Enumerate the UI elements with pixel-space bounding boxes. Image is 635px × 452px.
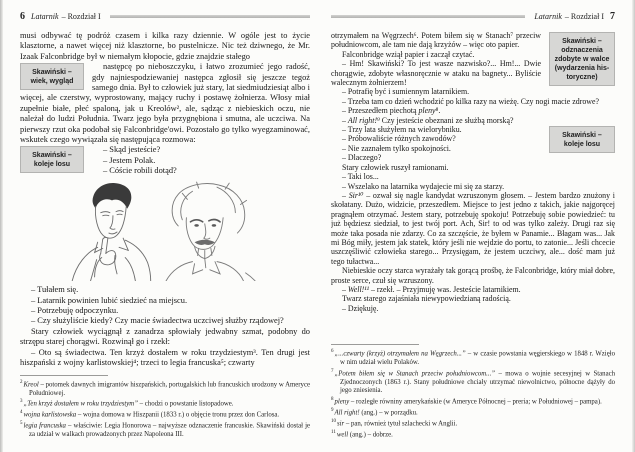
footnote-marker: 9 (331, 408, 334, 414)
dialogue-line: – Potrafię być i sumiennym latarnikiem. (342, 87, 470, 97)
footnote-marker: 5 (20, 421, 23, 427)
dialogue-segment: – rzekł. – Przyjmuję was. Jesteście latarnikiem. (369, 284, 521, 294)
footnote-term: „Ten krzyż dostałem w roku trzydziestym” (23, 400, 138, 408)
footnote-text: – mowa o wojnie secesyjnej w Stanach Zjednoczonych (1863 r.). Stany południowe chciały utrzymać niewolnictwo, północne dążyły do jego zniesienia. (340, 370, 615, 395)
margin-note-line: odznaczenia (561, 47, 603, 54)
footnote (331, 418, 615, 429)
dialogue-line: – Trzy lata służyłem na wielorybniku. (342, 125, 462, 135)
dialogue-line: – Taki los... (342, 172, 379, 182)
page-right (331, 10, 615, 446)
footnote-term: sir (337, 420, 345, 428)
margin-note-line: koleje losu (563, 141, 601, 149)
dialogue-line: – Wszelako na latarnika wydajecie mi się za starzy. (342, 181, 505, 191)
footnote (331, 348, 615, 368)
footnote-text: (ang.) – dobrze. (348, 431, 393, 439)
paragraph: Stary człowiek wyciągnął z zanadrza spłowiały jedwabny szmat, podobny do strzępu starej chorągwi. Rozwinął go i rzekł: (20, 326, 310, 347)
page-header-left (20, 10, 310, 23)
footnote-marker: 7 (331, 368, 334, 374)
dialogue-line: – Skąd jesteście? (103, 145, 161, 155)
dialogue-line: – Potrzebuję odpoczynku. (31, 305, 119, 315)
footnote (331, 429, 615, 440)
dialogue-line: – Próbowaliście różnych zawodów? (342, 134, 456, 144)
footnote-text: – rozległe równiny amerykańskie (w Ameryce Północnej – preria; w Południowej – pampa). (349, 398, 602, 406)
footnote-text: – potomek dawnych imigrantów hiszpańskich, portugalskich lub francuskich urodzony w Ameryce Południowej. (29, 380, 310, 397)
footnote-text: – w czasie powstania węgierskiego w 1848 r. Wzięło w nim udział wielu Polaków. (340, 350, 615, 367)
footnote (20, 379, 310, 399)
footnote-rule (20, 375, 108, 376)
paragraph: otrzymałem na Węgrzech⁶. Potem biłem się w Stanach⁷ przeciw południowcom, ale tam nie dają krzyżów – więc oto papier. (331, 31, 541, 50)
dialogue-segment: – (342, 190, 349, 200)
footnote-text: – pan, również tytuł szlachecki w Anglii. (344, 420, 458, 428)
margin-note-line: koleje losu (33, 161, 71, 169)
footnote-marker: 4 (20, 410, 23, 416)
dialogue-line: – Jestem Polak. (103, 155, 156, 165)
footnote (331, 407, 615, 418)
header-rule (331, 15, 525, 18)
dialogue-line: – Cóście robili dotąd? (103, 166, 177, 176)
running-title: Latarnik (31, 12, 59, 21)
dialogue-segment: . (438, 106, 441, 116)
footnote (20, 409, 310, 420)
footnote-marker: 6 (331, 349, 334, 355)
footnote-rule (331, 344, 419, 345)
body-text-right (331, 31, 615, 313)
running-chapter: – Rozdział I (564, 12, 604, 21)
header-rule (110, 15, 310, 18)
footnote-term: All right! (334, 409, 360, 417)
sketch-illustration-two-men (64, 179, 268, 281)
paragraph: Niebieskie oczy starca wyrażały tak gorącą prośbę, że Falconbridge, który miał dobre, proste serce, czuł się wzruszony. (331, 266, 615, 285)
margin-note-line: (wydarzenia his- (554, 65, 610, 72)
footnote (331, 368, 615, 396)
page-left (20, 10, 310, 446)
body-text-left (20, 31, 310, 368)
footnote-term: legia francuska (23, 422, 66, 430)
dialogue-line: – Czy służyliście kiedy? Czy macie świadectwa uczciwej służby rządowej? (31, 316, 284, 326)
dialogue-line (331, 285, 615, 294)
footnote-term: Kreol (23, 380, 39, 388)
footnote (20, 420, 310, 440)
dialogue-foreign-word: All right!⁹ (347, 115, 380, 125)
scan-edge-left (0, 0, 3, 452)
page-number: 7 (610, 11, 615, 22)
margin-note-skawinski-koleje-losu (20, 146, 84, 173)
footnote-marker: 11 (331, 430, 336, 436)
footnote-term: „Potem biłem się w Stanach przeciw południowcom...” (334, 370, 496, 378)
dialogue-line: – Hm! Skawiński? To jest wasze nazwisko?... Hm!... Dwie chorągwie, zdobyte własnoręcznie w ataku na bagnety... Byliście walecznym żołnierzem! (331, 59, 541, 88)
margin-note-line: wiek, wygląd (30, 78, 74, 86)
margin-note-line: toryczne) (566, 74, 598, 81)
footnote (20, 398, 310, 409)
footnote-term: well (336, 431, 349, 439)
dialogue-foreign-word: Well!¹¹ (347, 284, 370, 294)
dialogue-line (331, 116, 615, 125)
dialogue-line (331, 191, 615, 266)
paragraph: musi odbywać tę podróż czasem i kilka razy dziennie. W ogóle jest to życie klasztorne, a nawet więcej niż klasztorne, bo pustelnicze. Nic też dziwnego, że Mr. Izaak Falconbridge był w niemałym kłopocie, gdzie znajdzie stałego (20, 31, 310, 61)
dialogue-segment: – (342, 284, 348, 294)
margin-note-skawinski-odznaczenia (549, 32, 615, 86)
footnote-marker: 8 (331, 397, 334, 403)
footnote-marker: 2 (20, 379, 23, 385)
dialogue-segment: Czy jesteście obeznani ze służbą morską? (379, 115, 514, 125)
paragraph: – Oto są świadectwa. Ten krzyż dostałem w roku trzydziestym³. Ten drugi jest hiszpański z wojny karlistowskiej⁴; trzeci to legia francuska⁵; czwarty (20, 347, 310, 367)
margin-note-line: Skawiński – (562, 132, 602, 140)
dialogue-line: – Tułałem się. (31, 285, 79, 295)
margin-note-line: Skawiński – (32, 69, 72, 77)
footnote-term: „...czwarty (krzyż) otrzymałem na Węgrzech...” (334, 350, 466, 358)
footnote-text: – chodzi o powstanie listopadowe. (137, 400, 234, 408)
margin-note-line: Skawiński – (32, 152, 72, 160)
dialogue-foreign-word: Sir¹⁰ (348, 190, 364, 200)
dialogue-segment: – Przeszedłem piechotą (342, 106, 419, 116)
paragraph: Twarz starego zajaśniała niewypowiedzianą radością. (342, 294, 511, 304)
dialogue-line: – Latarnik powinien lubić siedzieć na miejscu. (31, 295, 188, 305)
dialogue-segment: – ozwał się nagle kandydat wzruszonym głosem. – Jestem bardzo znużony i skołatany. Dużo, widzicie, przeszedłem. Miejsce to jest jedno z takich, jakie najgoręcej pragnąłem otrzymać. Jestem stary, potrzebuję spokoju! Potrzebuję sobie powiedzieć: tu już będziesz siedział, to jest twój port. Ach, Sir! to od was tylko zależy. Drugi raz się może taka posada nie zdarzy. Co za szczęście, że byłem w Panamie... Błagam was... Jak mi Bóg miły, jestem jak statek, który jeśli nie wejdzie do portu, to zatonie... Jeśli chcecie uszczęśliwić człowieka starego... Przysięgam, że jestem uczciwy, ale... dość mam już tego tułactwa... (331, 190, 615, 266)
paragraph: Stary człowiek ruszył ramionami. (342, 162, 449, 172)
dialogue-foreign-word: pleny⁸ (418, 106, 439, 116)
footnote-text: – właściwie: Legia Honorowa – najwyższe odznaczenie francuskie. Skawiński dostał je za udział w walkach prowadzonych przez Napoleona III. (29, 422, 310, 439)
paragraph: następcę po nieboszczyku, i łatwo zrozumieć jego radość, gdy najniespodziewaniej następca zgłosił się jeszcze tegoż samego dnia. Był to człowiek już stary, lat siedmiudziesiąt albo i więcej, ale czerstwy, wyprostowany, mający ruchy i postawę żołnierza. Włosy miał zupełnie białe, płeć spaloną, jak u Kreolów², ale, sądząc z niebieskich oczu, nie należał do ludzi Południa. Twarz jego była przygnębiona i smutna, ale uczciwa. Na pierwszy rzut oka podobał się Falconbridge'owi. Pozostało go tylko wyegzaminować, wskutek czego wywiązała się następująca rozmowa: (20, 62, 310, 145)
footnote-marker: 3 (20, 399, 23, 405)
dialogue-line: – Nie zaznałem tylko spokojności. (342, 143, 451, 153)
footnote-term: wojna karlistowska (23, 411, 77, 419)
page-number: 6 (20, 11, 25, 22)
margin-note-line: Skawiński – (562, 38, 602, 45)
footnotes-left (20, 375, 310, 440)
footnote (331, 396, 615, 407)
margin-note-skawinski-koleje-losu (549, 126, 615, 153)
dialogue-line (331, 106, 615, 115)
footnote-term: pleny (334, 398, 350, 406)
footnotes-right (331, 344, 615, 440)
running-chapter: – Rozdział I (61, 12, 101, 21)
dialogue-segment: – (342, 115, 348, 125)
page-header-right (331, 10, 615, 23)
footnote-marker: 10 (331, 419, 336, 425)
running-title: Latarnik (534, 12, 562, 21)
footnote-text: – wojna domowa w Hiszpanii (1833 r.) o objęcie tronu przez don Carlosa. (76, 411, 280, 419)
paragraph: Falconbridge wziął papier i zaczął czytać. (342, 49, 475, 59)
dialogue-line: – Trzeba tam co dzień wchodzić po kilka razy na wieżę. Czy nogi macie zdrowe? (342, 96, 600, 106)
margin-note-skawinski-wiek-wyglad (20, 63, 84, 90)
dialogue-line: – Dziękuję. (342, 303, 379, 313)
margin-note-line: zdobyte w walce (554, 56, 610, 63)
footnote-text: (ang.) – w porządku. (359, 409, 418, 417)
dialogue-line: – Dlaczego? (342, 153, 382, 163)
